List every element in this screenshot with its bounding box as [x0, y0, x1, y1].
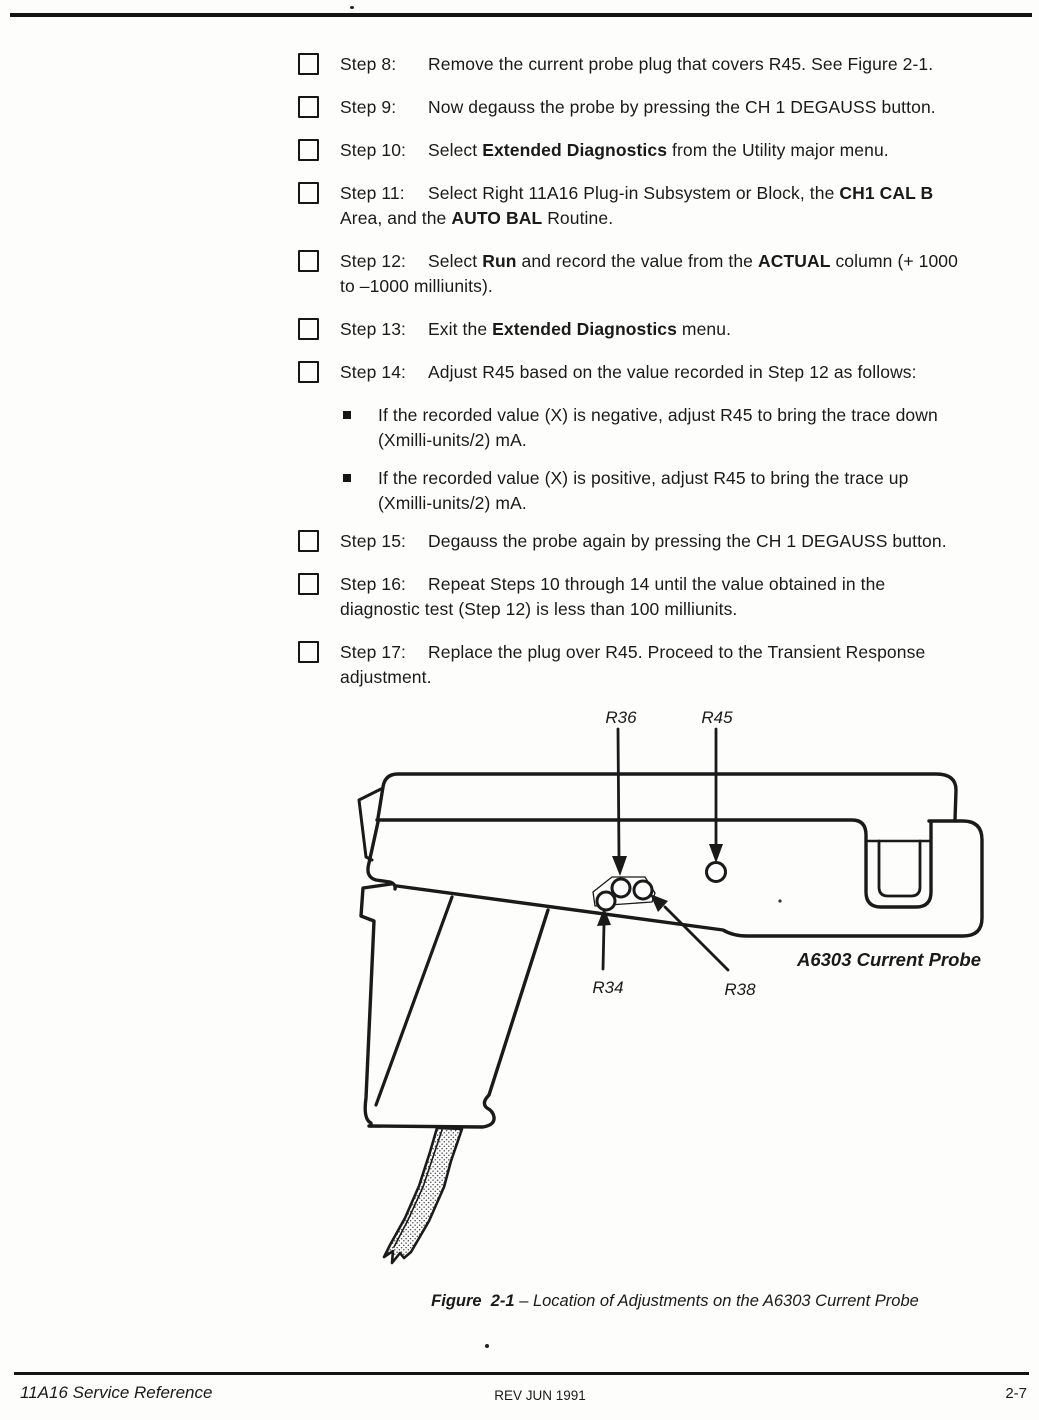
- probe-lid-outline: [378, 774, 956, 820]
- step-label: Step 12:: [340, 251, 406, 271]
- probe-handle-right: [369, 910, 548, 1127]
- arrow-r38: [665, 907, 728, 970]
- footer-revision: REV JUN 1991: [494, 1388, 586, 1403]
- footer-page-number: 2-7: [1005, 1385, 1027, 1402]
- footer-rule: [14, 1372, 1029, 1375]
- step-text: Replace the plug over R45. Proceed to the Transient Response adjustment.: [340, 642, 926, 687]
- arrowhead-r38: [650, 894, 668, 912]
- probe-body-left-outline: [368, 822, 395, 889]
- figure-caption-number: Figure 2-1: [431, 1292, 515, 1310]
- step-label: Step 10:: [340, 140, 406, 160]
- hole-r38: [634, 881, 652, 899]
- probe-handle-grip-line: [376, 897, 452, 1105]
- step-text: Now degauss the probe by pressing the CH 1 DEGAUSS button.: [428, 97, 936, 117]
- label-r36: R36: [605, 708, 637, 727]
- step-text: If the recorded value (X) is positive, adjust R45 to bring the trace up (Xmilli-units/2) mA.: [378, 468, 909, 513]
- step-label: Step 15:: [340, 531, 406, 551]
- step-label: Step 11:: [340, 183, 405, 203]
- scan-speck: [485, 1344, 489, 1348]
- probe-handle-left: [361, 884, 391, 1126]
- probe-slot-inner: [879, 841, 920, 896]
- label-device: A6303 Current Probe: [796, 949, 982, 970]
- step-label: Step 9:: [340, 97, 397, 117]
- hole-r45: [707, 863, 726, 882]
- hole-r36: [612, 879, 630, 897]
- step-text: Adjust R45 based on the value recorded in Step 12 as follows:: [428, 362, 917, 382]
- hole-r34: [597, 892, 615, 910]
- arrow-r36: [618, 729, 619, 858]
- step-text: If the recorded value (X) is negative, adjust R45 to bring the trace down (Xmilli-units/2) mA.: [378, 405, 938, 450]
- probe-body-right-outline: [397, 821, 982, 936]
- footer-doc-title: 11A16 Service Reference: [20, 1383, 213, 1402]
- step-label: Step 17:: [340, 642, 406, 662]
- arrowhead-r45: [709, 844, 723, 863]
- step-label: Step 16:: [340, 574, 406, 594]
- step-text: Remove the current probe plug that covers R45. See Figure 2-1.: [428, 54, 934, 74]
- label-r45: R45: [701, 708, 733, 727]
- label-r34: R34: [592, 978, 624, 997]
- step-label: Step 13:: [340, 319, 406, 339]
- step-text: Select Extended Diagnostics from the Utility major menu.: [428, 140, 889, 160]
- step-label: Step 8:: [340, 54, 397, 74]
- step-text: Repeat Steps 10 through 14 until the value obtained in the diagnostic test (Step 12) is less than 100 milliunits.: [340, 574, 886, 619]
- step-text: Select Right 11A16 Plug-in Subsystem or Block, the CH1 CAL B Area, and the AUTO BAL Routine.: [340, 183, 934, 228]
- arrow-r34: [603, 924, 604, 969]
- label-r38: R38: [724, 980, 756, 999]
- arrowhead-r36: [612, 856, 627, 876]
- scan-speck-figure: [778, 899, 781, 902]
- step-text: Degauss the probe again by pressing the CH 1 DEGAUSS button.: [428, 531, 947, 551]
- step-label: Step 14:: [340, 362, 406, 382]
- figure-caption-text: – Location of Adjustments on the A6303 Current Probe: [514, 1292, 919, 1310]
- figure-caption: [330, 1292, 1020, 1311]
- step-text: Select Run and record the value from the ACTUAL column (+ 1000 to –1000 milliunits).: [340, 251, 958, 296]
- step-text: Exit the Extended Diagnostics menu.: [428, 319, 732, 339]
